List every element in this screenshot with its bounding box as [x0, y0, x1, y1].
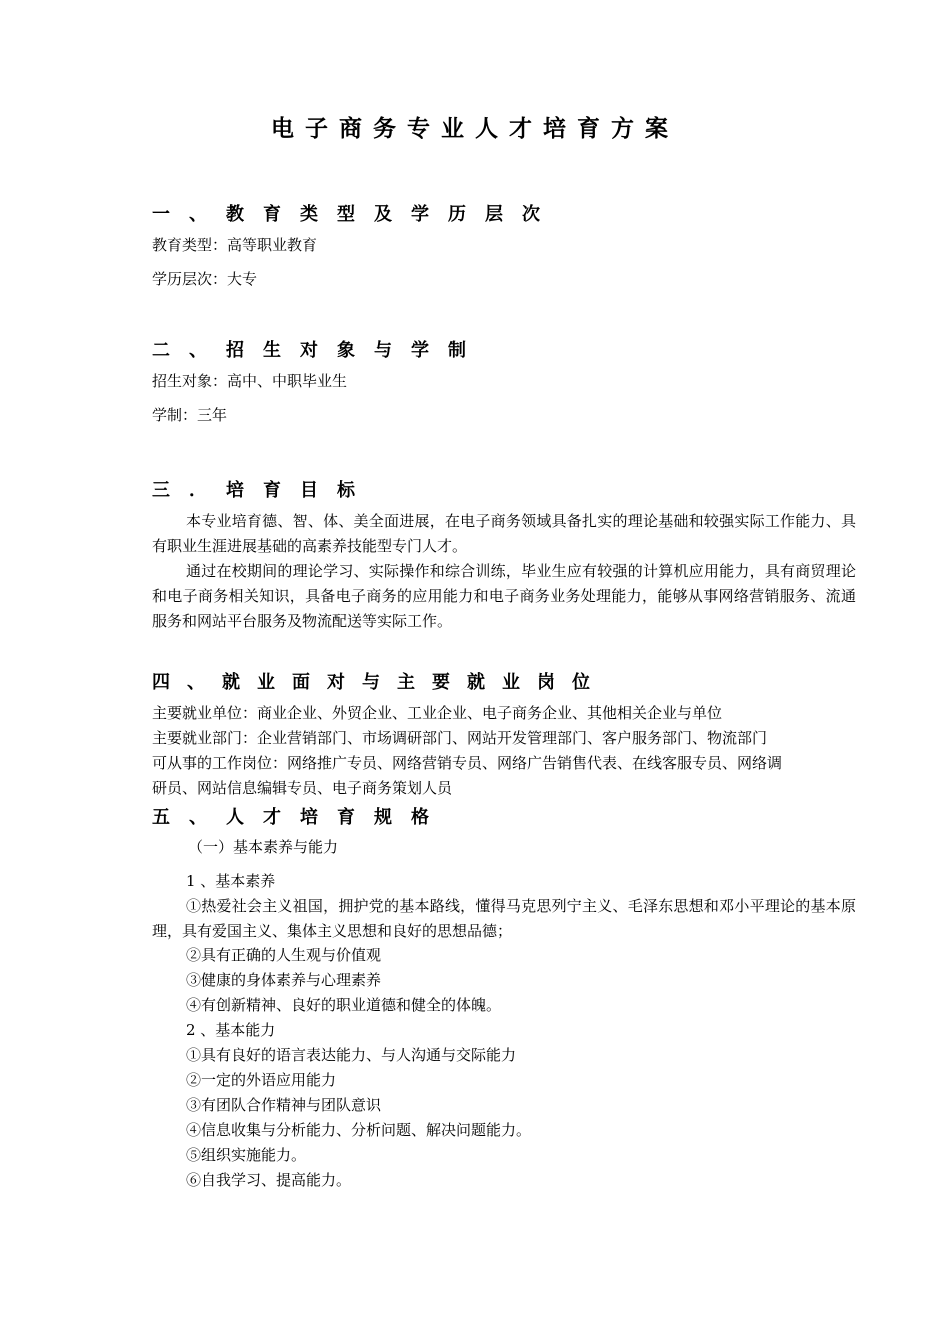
employment-departments: 主要就业部门：企业营销部门、市场调研部门、网站开发管理部门、客户服务部门、物流部门: [152, 729, 768, 747]
training-goal-paragraph-2: 通过在校期间的理论学习、实际操作和综合训练，毕业生应有较强的计算机应用能力，具有商贸理论和电子商务相关知识，具备电子商务的应用能力和电子商务业务处理能力，能够从事网络营销服务、流通服务和网站平台服务及物流配送等实际工作。: [152, 562, 856, 630]
section-heading-5: 五、人才培育规格: [152, 807, 448, 828]
job-positions-line-1: 可从事的工作岗位：网络推广专员、网络营销专员、网络广告销售代表、在线客服专员、网络调: [152, 754, 783, 772]
quality-item-1: ①热爱社会主义祖国，拥护党的基本路线，懂得马克思列宁主义、毛泽东思想和邓小平理论的基本原理，具有爱国主义、集体主义思想和良好的思想品德；: [152, 897, 856, 940]
education-level: 学历层次：大专: [152, 270, 258, 288]
study-length: 学制：三年: [152, 406, 228, 424]
ability-item-6: ⑥自我学习、提高能力。: [186, 1171, 352, 1189]
section-heading-2: 二、招生对象与学制: [152, 340, 485, 361]
ability-item-2: ②一定的外语应用能力: [186, 1071, 337, 1089]
ability-item-3: ③有团队合作精神与团队意识: [186, 1096, 382, 1114]
section-heading-3: 三．培育目标: [152, 480, 374, 501]
item-heading-basic-quality: 1 、基本素养: [186, 872, 276, 890]
quality-item-4: ④有创新精神、良好的职业道德和健全的体魄。: [186, 996, 502, 1014]
quality-item-2: ②具有正确的人生观与价值观: [186, 946, 382, 964]
employment-units: 主要就业单位：商业企业、外贸企业、工业企业、电子商务企业、其他相关企业与单位: [152, 704, 723, 722]
ability-item-1: ①具有良好的语言表达能力、与人沟通与交际能力: [186, 1046, 517, 1064]
quality-item-3: ③健康的身体素养与心理素养: [186, 971, 382, 989]
subsection-heading: （一）基本素养与能力: [188, 838, 339, 856]
ability-item-4: ④信息收集与分析能力、分析问题、解决问题能力。: [186, 1121, 532, 1139]
ability-item-5: ⑤组织实施能力。: [186, 1146, 307, 1164]
section-heading-4: 四、就业面对与主要就业岗位: [152, 672, 607, 693]
section-heading-1: 一、教育类型及学历层次: [152, 204, 559, 225]
item-heading-basic-ability: 2 、基本能力: [186, 1021, 276, 1039]
document-title: 电子商务专业人才培育方案: [271, 116, 679, 142]
enrollment-target: 招生对象：高中、中职毕业生: [152, 372, 348, 390]
training-goal-paragraph-1: 本专业培育德、智、体、美全面进展，在电子商务领域具备扎实的理论基础和较强实际工作能力、具有职业生涯进展基础的高素养技能型专门人才。: [152, 512, 856, 555]
job-positions-line-2: 研员、网站信息编辑专员、电子商务策划人员: [152, 779, 453, 797]
education-type: 教育类型：高等职业教育: [152, 236, 318, 254]
